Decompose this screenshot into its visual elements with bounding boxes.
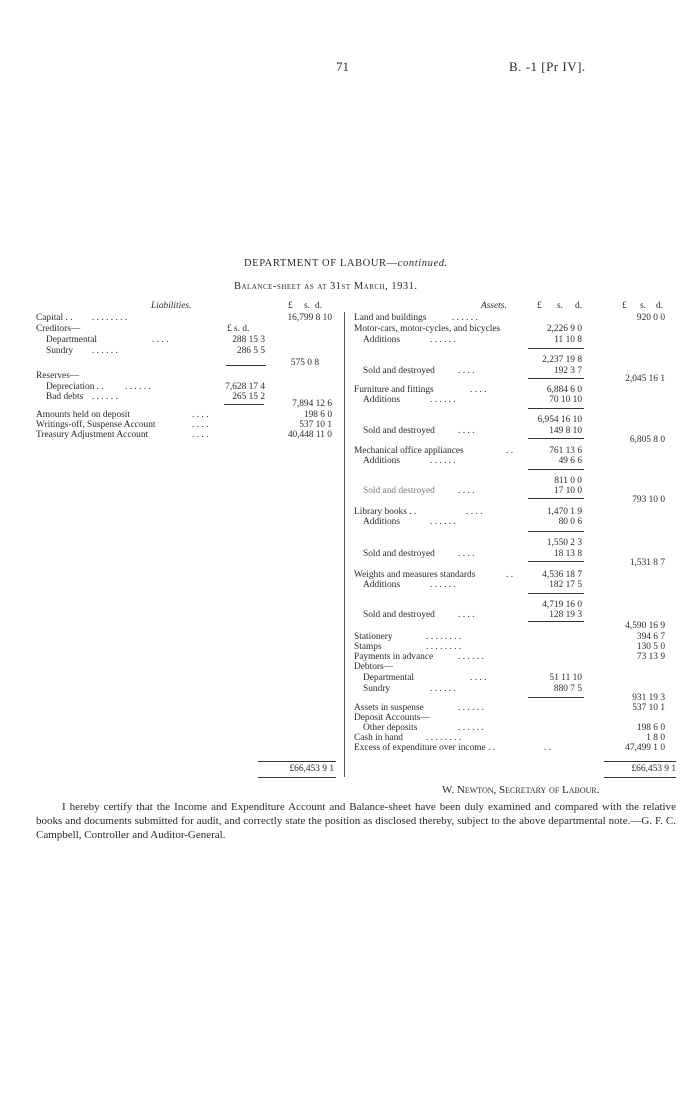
weights-total: 4,590 16 9 [625,621,665,631]
assets-col-pound: £ [537,301,542,311]
cash-dots: . . . . . . . . [426,733,462,743]
furniture-label: Furniture and fittings [354,385,434,395]
payments-total: 73 13 9 [636,652,665,662]
weights-amount: 4,536 18 7 [542,570,582,580]
furniture-sold-amount: 149 8 10 [549,426,582,436]
mech-amount: 761 13 6 [549,446,582,456]
creditors-label: Creditors— [36,324,81,334]
excess-total: 47,499 1 0 [625,743,665,753]
capital-dots: . . . . . . . . [92,313,128,323]
mech-sold-dots: . . . . [458,486,475,496]
liabilities-total: £66,453 9 1 [289,764,334,774]
motor-total: 2,045 16 1 [625,374,665,384]
liabilities-heading: Liabilities. [151,301,192,311]
mech-additions-amount: 49 6 6 [558,456,582,466]
stationery-label: Stationery [354,632,393,642]
library-additions-label: Additions [363,517,400,527]
furniture-subtotal: 6,954 16 10 [537,415,582,425]
motor-additions-dots: . . . . . . [430,335,456,345]
creditors-departmental-label: Departmental [46,335,98,345]
weights-additions-amount: 182 17 5 [549,580,582,590]
land-label: Land and buildings [354,313,427,323]
suspense-dots: . . . . . . [458,703,484,713]
furniture-amount: 6,884 6 0 [546,385,582,395]
mech-rule [528,469,584,470]
reserves-rule [224,404,264,405]
treasury-amount: 40,448 11 0 [287,430,332,440]
cash-total: 1 8 0 [646,733,665,743]
bad-debts-dots: . . . . . . [92,392,118,402]
assets-col-shilling: s. [557,301,563,311]
library-subtotal: 1,550 2 3 [546,538,582,548]
treasury-label: Treasury Adjustment Account [36,430,149,440]
motor-additions-label: Additions [363,335,400,345]
liab-col-pound: £ [288,301,293,311]
suspense-label: Assets in suspense [354,703,424,713]
liab-col-pence: d. [315,301,323,311]
furniture-total: 6,805 8 0 [629,435,665,445]
weights-sold-dots: . . . . [458,610,475,620]
payments-label: Payments in advance [354,652,434,662]
stationery-dots: . . . . . . . . [426,632,462,642]
column-divider [344,312,345,777]
library-rule-2 [528,561,584,562]
debtors-total: 931 19 3 [632,693,665,703]
debtors-rule [528,697,584,698]
motor-sold-amount: 192 3 7 [553,366,582,376]
furniture-sold-label: Sold and destroyed [363,426,435,436]
other-deposits-total: 198 6 0 [636,723,665,733]
mech-rule-2 [528,498,584,499]
excess-dots: . . [544,743,552,753]
page-number: 71 [336,59,349,74]
library-total: 1,531 8 7 [629,558,665,568]
mech-total: 793 10 0 [632,495,665,505]
mech-sold-amount: 17 10 0 [553,486,582,496]
assets-col2-shilling: s. [640,301,646,311]
liabilities-total-rule-top [258,761,336,762]
weights-additions-label: Additions [363,580,400,590]
assets-total: £66,453 9 1 [631,764,676,774]
library-sold-amount: 18 13 8 [553,549,582,559]
weights-additions-dots: . . . . . . [430,580,456,590]
furniture-sold-dots: . . . . [458,426,475,436]
deposit-accounts-label: Deposit Accounts— [354,713,430,723]
motor-label: Motor-cars, motor-cycles, and bicycles [354,324,501,334]
liab-col-shilling: s. [304,301,310,311]
creditors-departmental-amount: 288 15 3 [232,335,265,345]
department-title [244,258,448,269]
stamps-total: 130 5 0 [636,642,665,652]
debtors-departmental-amount: 51 11 10 [549,673,582,683]
capital-label: Capital . . [36,313,73,323]
library-rule [528,531,584,532]
capital-amount: 16,799 8 10 [287,313,332,323]
furniture-rule-2 [528,438,584,439]
library-sold-label: Sold and destroyed [363,549,435,559]
suspense-total: 537 10 1 [632,703,665,713]
continued-note: continued. [397,258,448,269]
weights-rule-2 [528,621,584,622]
other-deposits-dots: . . . . . . [458,723,484,733]
debtors-sundry-amount: 880 7 5 [553,684,582,694]
assets-heading: Assets. [481,301,507,311]
depreciation-dots: . . . . . . [125,382,151,392]
weights-label: Weights and measures standards [354,570,476,580]
writings-off-label: Writings-off, Suspense Account [36,420,156,430]
balance-sheet-title: Balance-sheet as at 31st March, 1931. [234,281,418,292]
mech-dots: . . [506,446,514,456]
audit-certificate: I hereby certify that the Income and Expenditure Account and Balance-sheet have been duly examined and compared with the relative books and documents submitted for audit, and correctly state the position as disclosed thereby, subject to the above departmental note.—G. F. C. Campbell, Controller and Auditor-General. [36,801,676,841]
library-additions-amount: 80 0 6 [558,517,582,527]
furniture-additions-dots: . . . . . . [430,395,456,405]
liabilities-total-rule-bottom [258,777,336,778]
weights-sold-amount: 128 19 3 [549,610,582,620]
payments-dots: . . . . . . [458,652,484,662]
furniture-rule [528,408,584,409]
deposit-dots: . . . . [192,410,209,420]
mech-additions-dots: . . . . . . [430,456,456,466]
writings-off-dots: . . . . [192,420,209,430]
treasury-dots: . . . . [192,430,209,440]
debtors-departmental-label: Departmental [363,673,415,683]
depreciation-label: Depreciation . . [46,382,104,392]
mech-sold-label: Sold and destroyed [363,486,435,496]
library-amount: 1,470 1 9 [546,507,582,517]
debtors-sundry-dots: . . . . . . [430,684,456,694]
debtors-sundry-label: Sundry [363,684,391,694]
assets-col2-pence: d. [656,301,664,311]
assets-col-pence: d. [575,301,583,311]
creditors-head: £ s. d. [227,324,250,334]
furniture-additions-label: Additions [363,395,400,405]
motor-amount: 2,226 9 0 [546,324,582,334]
other-deposits-label: Other deposits [363,723,418,733]
land-dots: . . . . . . [452,313,478,323]
deposit-amount: 198 6 0 [303,410,332,420]
creditors-sundry-label: Sundry [46,346,74,356]
furniture-additions-amount: 70 10 10 [549,395,582,405]
bad-debts-label: Bad debts [46,392,84,402]
motor-subtotal: 2,237 19 8 [542,355,582,365]
creditors-total: 575 0 8 [290,358,319,368]
debtors-label: Debtors— [354,662,394,672]
creditors-departmental-dots: . . . . [152,335,169,345]
assets-total-rule-bottom [604,777,676,778]
depreciation-amount: 7,628 17 4 [225,382,265,392]
stamps-dots: . . . . . . . . [426,642,462,652]
weights-rule [528,593,584,594]
library-label: Library books . . [354,507,417,517]
library-dots: . . . . [466,507,483,517]
mech-additions-label: Additions [363,456,400,466]
department-name: DEPARTMENT OF LABOUR— [244,258,398,269]
excess-label: Excess of expenditure over income . . [354,743,496,753]
writings-off-amount: 537 10 1 [299,420,332,430]
stationery-total: 394 6 7 [636,632,665,642]
document-reference: B. -1 [Pr IV]. [509,59,586,74]
signature: W. Newton, Secretary of Labour. [442,784,600,796]
reserves-total: 7,894 12 6 [292,399,332,409]
stamps-label: Stamps [354,642,382,652]
deposit-label: Amounts held on deposit [36,410,131,420]
land-total: 920 0 0 [636,313,665,323]
weights-subtotal: 4,719 16 0 [542,600,582,610]
creditors-sundry-dots: . . . . . . [92,346,118,356]
motor-rule-2 [528,378,584,379]
debtors-departmental-dots: . . . . [470,673,487,683]
reserves-label: Reserves— [36,371,80,381]
cash-label: Cash in hand [354,733,403,743]
assets-col2-pound: £ [622,301,627,311]
mech-subtotal: 811 0 0 [554,476,582,486]
creditors-sundry-amount: 286 5 5 [236,346,265,356]
motor-additions-amount: 11 10 8 [554,335,582,345]
weights-sold-label: Sold and destroyed [363,610,435,620]
assets-total-rule-top [604,761,676,762]
motor-rule [528,348,584,349]
weights-dots: . . [506,570,514,580]
library-additions-dots: . . . . . . [430,517,456,527]
motor-sold-label: Sold and destroyed [363,366,435,376]
furniture-dots: . . . . [470,385,487,395]
motor-sold-dots: . . . . [458,366,475,376]
mech-label: Mechanical office appliances [354,446,464,456]
bad-debts-amount: 265 15 2 [232,392,265,402]
library-sold-dots: . . . . [458,549,475,559]
